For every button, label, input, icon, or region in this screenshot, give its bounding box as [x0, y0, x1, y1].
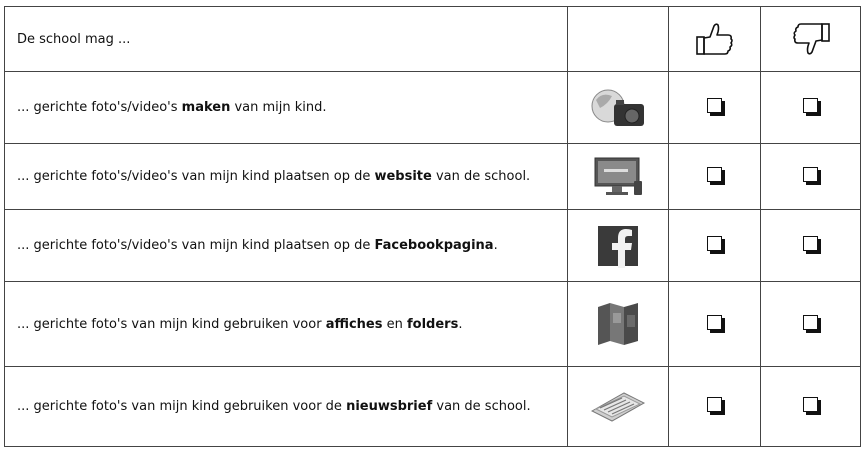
- no-checkbox[interactable]: [761, 367, 861, 447]
- header-title: De school mag ...: [5, 7, 568, 72]
- row-image-cell: [568, 210, 669, 282]
- table-row: [5, 210, 861, 282]
- yes-checkbox[interactable]: [669, 210, 761, 282]
- checkbox-icon[interactable]: [803, 167, 818, 182]
- row-image-cell: [568, 367, 669, 447]
- table-row: [5, 367, 861, 447]
- row-image-cell: [568, 282, 669, 367]
- table-row: [5, 72, 861, 144]
- row-image-cell: [568, 72, 669, 144]
- no-checkbox[interactable]: [761, 210, 861, 282]
- website-screen-icon: [592, 155, 644, 199]
- row-text: ... gerichte foto's van mijn kind gebruiken voor de nieuwsbrief van de school.: [5, 367, 568, 447]
- checkbox-icon[interactable]: [803, 397, 818, 412]
- consent-table: [4, 6, 861, 447]
- yes-checkbox[interactable]: [669, 72, 761, 144]
- thumbs-up-icon: [695, 22, 735, 56]
- no-checkbox[interactable]: [761, 144, 861, 210]
- row-text: ... gerichte foto's/video's van mijn kind plaatsen op de Facebookpagina.: [5, 210, 568, 282]
- table-row: [5, 282, 861, 367]
- thumbs-down-icon: [791, 22, 831, 56]
- checkbox-icon[interactable]: [707, 397, 722, 412]
- row-text: ... gerichte foto's/video's van mijn kind plaatsen op de website van de school.: [5, 144, 568, 210]
- photo-camera-icon: [588, 86, 648, 130]
- table-row: [5, 144, 861, 210]
- yes-checkbox[interactable]: [669, 144, 761, 210]
- yes-checkbox[interactable]: [669, 282, 761, 367]
- checkbox-icon[interactable]: [803, 315, 818, 330]
- checkbox-icon[interactable]: [707, 98, 722, 113]
- no-checkbox[interactable]: [761, 282, 861, 367]
- checkbox-icon[interactable]: [707, 315, 722, 330]
- checkbox-icon[interactable]: [707, 167, 722, 182]
- yes-checkbox[interactable]: [669, 367, 761, 447]
- header-yes-cell: [669, 7, 761, 72]
- newsletter-stack-icon: [588, 387, 648, 427]
- facebook-logo-icon: [596, 224, 640, 268]
- row-text: ... gerichte foto's/video's maken van mijn kind.: [5, 72, 568, 144]
- folded-brochure-icon: [594, 301, 642, 347]
- checkbox-icon[interactable]: [803, 236, 818, 251]
- row-image-cell: [568, 144, 669, 210]
- checkbox-icon[interactable]: [707, 236, 722, 251]
- header-image-cell: [568, 7, 669, 72]
- no-checkbox[interactable]: [761, 72, 861, 144]
- row-text: ... gerichte foto's van mijn kind gebruiken voor affiches en folders.: [5, 282, 568, 367]
- checkbox-icon[interactable]: [803, 98, 818, 113]
- header-no-cell: [761, 7, 861, 72]
- header-row: [5, 7, 861, 72]
